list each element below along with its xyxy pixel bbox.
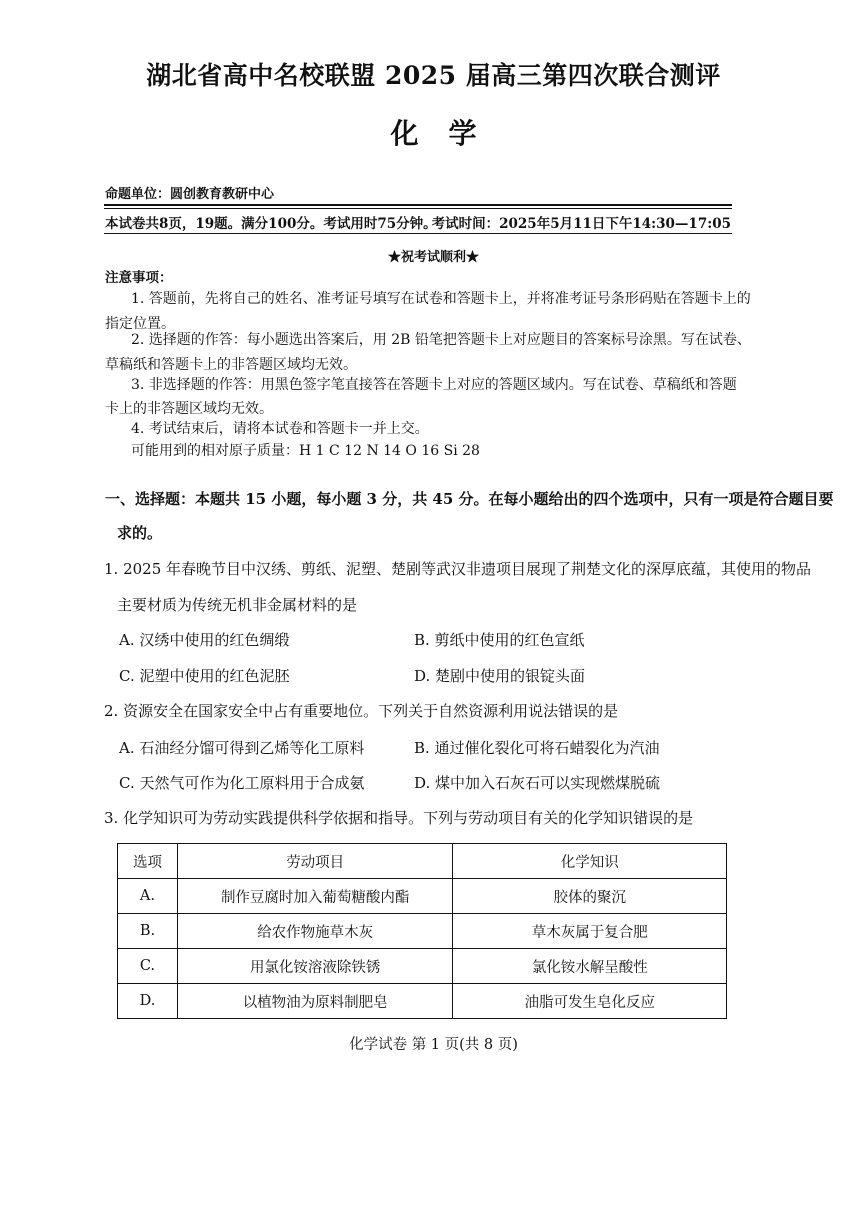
- question-2-stem: 2. 资源安全在国家安全中占有重要地位。下列关于自然资源利用说法错误的是: [104, 702, 619, 720]
- table-cell: A.: [118, 879, 178, 914]
- header-rule-thin: [104, 208, 732, 209]
- question-1-option-d: D. 楚剧中使用的银锭头面: [414, 667, 586, 685]
- table-cell: 胶体的聚沉: [453, 879, 727, 914]
- question-1-option-b: B. 剪纸中使用的红色宣纸: [414, 631, 585, 649]
- table-header-cell: 选项: [118, 844, 178, 879]
- question-1-option-a: A. 汉绣中使用的红色绸缎: [119, 631, 290, 649]
- question-2-option-b: B. 通过催化裂化可将石蜡裂化为汽油: [414, 739, 660, 757]
- setter-unit: 命题单位：圆创教育教研中心: [105, 187, 275, 202]
- notice-line: 2. 选择题的作答：每小题选出答案后，用 2B 铅笔把答题卡上对应题目的答案标号涂黑。写在试卷、: [131, 332, 751, 348]
- notice-line: 3. 非选择题的作答：用黑色签字笔直接答在答题卡上对应的答题区域内。写在试卷、草稿纸和答题: [131, 377, 737, 393]
- table-cell: 用氯化铵溶液除铁锈: [177, 949, 453, 984]
- notice-line: 1. 答题前，先将自己的姓名、准考证号填写在试卷和答题卡上，并将准考证号条形码贴在答题卡上的: [131, 291, 751, 307]
- table-cell: B.: [118, 914, 178, 949]
- table-cell: C.: [118, 949, 178, 984]
- info-rule: [104, 233, 732, 234]
- notice-line: 草稿纸和答题卡上的非答题区域均无效。: [105, 357, 357, 373]
- page-info: 本试卷共8页，19题。满分100分。考试用时75分钟。: [105, 216, 437, 232]
- exam-title: 湖北省高中名校联盟 2025 届高三第四次联合测评: [146, 61, 721, 90]
- table-row: [118, 984, 727, 1019]
- question-2-option-c: C. 天然气可作为化工原料用于合成氨: [119, 774, 365, 792]
- table-row: [118, 879, 727, 914]
- question-1-stem: 1. 2025 年春晚节目中汉绣、剪纸、泥塑、楚剧等武汉非遗项目展现了荆楚文化的深厚底蕴，其使用的物品: [104, 560, 812, 578]
- notice-line: 4. 考试结束后，请将本试卷和答题卡一并上交。: [131, 421, 429, 437]
- question-1-stem-cont: 主要材质为传统无机非金属材料的是: [117, 596, 358, 614]
- table-header-cell: 化学知识: [453, 844, 727, 879]
- table-header-row: [118, 844, 727, 879]
- header-rule-thick: [104, 204, 732, 206]
- subject-title: 化学: [390, 117, 507, 150]
- table-cell: 以植物油为原料制肥皂: [177, 984, 453, 1019]
- atomic-masses: 可能用到的相对原子质量：H 1 C 12 N 14 O 16 Si 28: [131, 443, 480, 459]
- good-luck-banner: ★祝考试顺利★: [387, 250, 479, 265]
- table-cell: 油脂可发生皂化反应: [453, 984, 727, 1019]
- table-row: [118, 949, 727, 984]
- notice-line: 指定位置。: [105, 316, 175, 332]
- question-3-table: [117, 843, 727, 1019]
- question-1-option-c: C. 泥塑中使用的红色泥胚: [119, 667, 290, 685]
- notice-line: 卡上的非答题区域均无效。: [105, 401, 273, 417]
- question-2-option-a: A. 石油经分馏可得到乙烯等化工原料: [119, 739, 365, 757]
- table-cell: 制作豆腐时加入葡萄糖酸内酯: [177, 879, 453, 914]
- question-3-stem: 3. 化学知识可为劳动实践提供科学依据和指导。下列与劳动项目有关的化学知识错误的是: [104, 809, 694, 827]
- table-cell: 草木灰属于复合肥: [453, 914, 727, 949]
- exam-time: 考试时间：2025年5月11日下午14:30—17:05: [431, 216, 731, 232]
- table-row: [118, 914, 727, 949]
- table-cell: 氯化铵水解呈酸性: [453, 949, 727, 984]
- question-2-option-d: D. 煤中加入石灰石可以实现燃煤脱硫: [414, 774, 661, 792]
- section-heading-cont: 求的。: [117, 524, 163, 542]
- table-header-cell: 劳动项目: [177, 844, 453, 879]
- table-cell: 给农作物施草木灰: [177, 914, 453, 949]
- notice-heading: 注意事项：: [105, 270, 173, 286]
- page-footer: 化学试卷 第 1 页(共 8 页): [349, 1037, 518, 1053]
- table-cell: D.: [118, 984, 178, 1019]
- section-heading: 一、选择题：本题共 15 小题，每小题 3 分，共 45 分。在每小题给出的四个选项中，只有一项是符合题目要: [105, 490, 834, 508]
